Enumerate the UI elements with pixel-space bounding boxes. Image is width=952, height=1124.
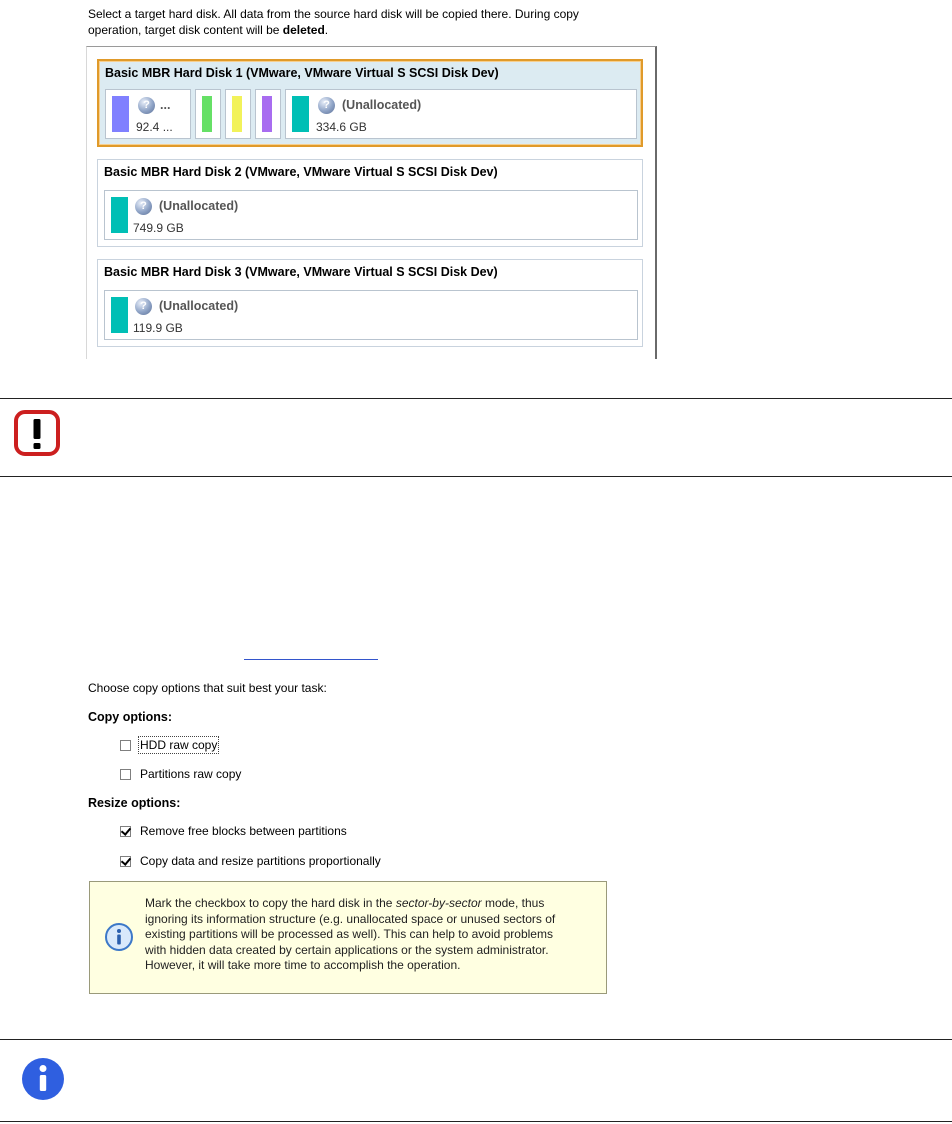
hint-text: [145, 896, 593, 974]
hint-line-4: with hidden data created by certain applications or the system administrator.: [145, 942, 549, 957]
hint-line-1-end: mode, thus: [481, 896, 545, 910]
partition-block[interactable]: [104, 290, 638, 340]
checkbox-label[interactable]: Partitions raw copy: [140, 767, 242, 781]
disk-item-2[interactable]: [97, 159, 643, 247]
partition-color: [232, 96, 242, 132]
question-icon: ?: [135, 298, 152, 315]
partition-size: 92.4 ...: [136, 120, 173, 134]
checkbox-box[interactable]: [120, 740, 131, 751]
question-icon: ?: [135, 198, 152, 215]
resize-proportionally-checkbox[interactable]: [120, 853, 381, 869]
hint-box: [89, 881, 607, 994]
checkbox-box[interactable]: [120, 856, 131, 867]
disk-title: Basic MBR Hard Disk 3 (VMware, VMware Virtual S SCSI Disk Dev): [104, 265, 498, 279]
copy-options-heading: Copy options:: [88, 710, 173, 724]
hint-line-3: existing partitions will be processed as well). This can help to avoid problems: [145, 927, 553, 941]
partition-color: [292, 96, 309, 132]
checkbox-label[interactable]: Remove free blocks between partitions: [140, 824, 347, 838]
checkbox-label[interactable]: HDD raw copy: [140, 738, 218, 752]
checkbox-box[interactable]: [120, 826, 131, 837]
partition-name: ...: [160, 98, 171, 112]
hdd-raw-copy-checkbox[interactable]: [120, 737, 217, 753]
partition-name: (Unallocated): [159, 199, 239, 213]
instruction-text: [88, 6, 648, 38]
instruction-line-1: Select a target hard disk. All data from the source hard disk will be copied there. During copy: [88, 7, 579, 21]
divider: [0, 1121, 952, 1122]
partition-color: [111, 197, 128, 233]
instruction-emphasis: deleted: [282, 23, 325, 37]
partition-name: (Unallocated): [159, 299, 239, 313]
remove-free-blocks-checkbox[interactable]: [120, 823, 347, 839]
info-icon: [104, 922, 134, 952]
resize-options-heading: Resize options:: [88, 796, 181, 810]
hint-line-5: However, it will take more time to accomplish the operation.: [145, 958, 461, 972]
partition-block[interactable]: [195, 89, 221, 139]
divider: [0, 1039, 952, 1040]
partition-size: 119.9 GB: [133, 321, 183, 335]
partition-size: 749.9 GB: [133, 221, 184, 235]
hint-line-1: Mark the checkbox to copy the hard disk in the: [145, 896, 396, 910]
instruction-period: .: [324, 23, 329, 37]
partition-block[interactable]: [255, 89, 281, 139]
hyperlink-underline[interactable]: [244, 659, 378, 660]
partition-color: [262, 96, 272, 132]
question-icon: ?: [318, 97, 335, 114]
checkbox-label[interactable]: Copy data and resize partitions proportionally: [140, 854, 381, 868]
partition-color: [112, 96, 129, 132]
target-disk-list[interactable]: [86, 46, 657, 359]
partition-name: (Unallocated): [342, 98, 422, 112]
exclamation-icon: [12, 408, 62, 458]
info-icon: [20, 1056, 66, 1102]
hint-line-2: ignoring its information structure (e.g. unallocated space or unused sectors of: [145, 911, 556, 926]
partition-color: [111, 297, 128, 333]
options-prompt: Choose copy options that suit best your task:: [88, 681, 327, 695]
partition-size: 334.6 GB: [316, 120, 367, 134]
disk-item-3[interactable]: [97, 259, 643, 347]
instruction-line-2: operation, target disk content will be: [88, 23, 283, 37]
partition-block[interactable]: [104, 190, 638, 240]
hint-emphasis: sector-by-sector: [395, 896, 482, 910]
divider: [0, 476, 952, 477]
partition-color: [202, 96, 212, 132]
partitions-raw-copy-checkbox[interactable]: [120, 766, 241, 782]
disk-title: Basic MBR Hard Disk 1 (VMware, VMware Virtual S SCSI Disk Dev): [105, 66, 499, 80]
disk-title: Basic MBR Hard Disk 2 (VMware, VMware Virtual S SCSI Disk Dev): [104, 165, 498, 179]
partition-block[interactable]: [285, 89, 637, 139]
question-icon: ?: [138, 97, 155, 114]
divider: [0, 398, 952, 399]
partition-block[interactable]: [105, 89, 191, 139]
partition-block[interactable]: [225, 89, 251, 139]
disk-item-1[interactable]: [97, 59, 643, 147]
checkbox-box[interactable]: [120, 769, 131, 780]
